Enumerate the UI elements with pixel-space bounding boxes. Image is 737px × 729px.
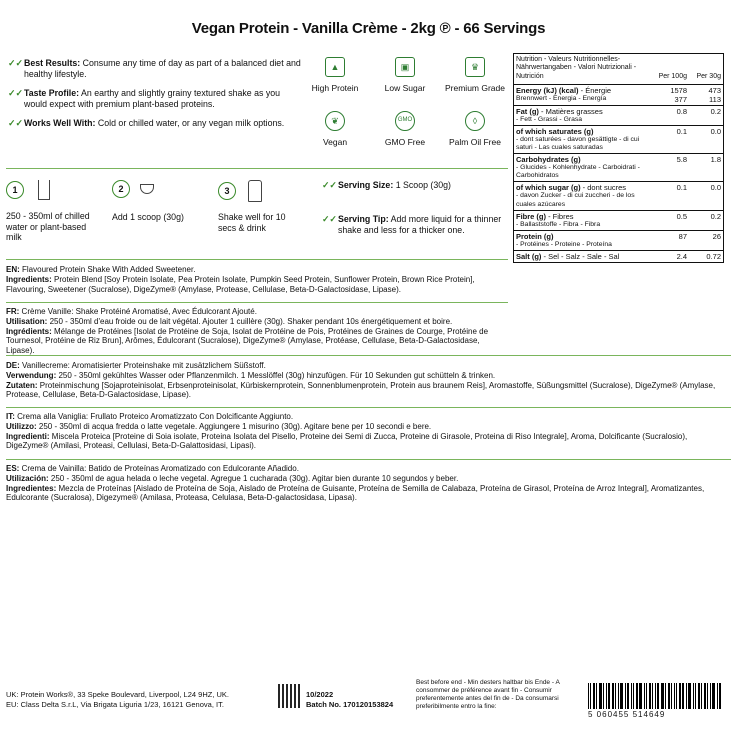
badge-label: Vegan — [322, 137, 348, 147]
badge-premium-grade — [440, 57, 510, 93]
lang-name: Crème Vanille: Shake Protéiné Aromatisé, Avec Édulcorant Ajouté. — [19, 307, 257, 316]
nutrition-row — [514, 182, 723, 210]
serving-tip-value: Add more liquid for a thinner shake and less for a thicker one. — [338, 214, 502, 235]
leaf-icon: ❦ — [325, 111, 345, 131]
nutrition-row — [514, 154, 723, 182]
line-text: Mezcla de Proteínas [Aislado de Proteína de Soja, Aislado de Proteína de Guisante, Proteína de Semilla de Calabaza, Proteína de Girasol, Proteína de Arroz Integral], Aromatizantes, Edulcorante (Sucralosa), Digezyme® (Amilasa, Proteasa, Celulasa, Beta-D-galactosidasa, Lipasa). — [6, 483, 705, 503]
nutrition-row — [514, 126, 723, 154]
step-1 — [6, 180, 106, 243]
claim-best-results — [8, 58, 303, 79]
lang-code: FR: — [6, 307, 20, 316]
line-label: Ingredienti: — [6, 431, 50, 441]
barcode-bar — [606, 683, 607, 709]
nutrient-label: of which saturates (g) — [516, 126, 594, 136]
value: 2.4 — [676, 251, 687, 261]
best-before-text: Best before end - Min desters haltbar bis Ende - A consommer de préférence avant fin - Consumir preferentemente antes del fin de - Da consumarsi preferibilmente entro la fine: — [416, 679, 560, 711]
double-check-icon: ✓✓ — [8, 118, 24, 129]
nutrition-row — [514, 211, 723, 231]
claim-taste-profile — [8, 88, 303, 109]
nutrient-translation: - Énergie — [578, 85, 612, 95]
double-check-icon: ✓✓ — [8, 88, 24, 99]
double-check-icon: ✓✓ — [322, 180, 337, 190]
value-per-100g — [653, 86, 687, 104]
divider — [6, 459, 731, 460]
barcode-bar — [674, 683, 675, 709]
divider — [6, 168, 508, 169]
glass-icon — [38, 180, 50, 200]
divider — [6, 302, 508, 303]
step-text: 250 - 350ml of chilled water or plant-based milk — [6, 211, 90, 243]
nutrient-label: Salt (g) — [516, 251, 542, 261]
barcode-bar — [707, 683, 708, 709]
line-label: Utilisation: — [6, 316, 48, 326]
value-per-30g — [687, 107, 721, 124]
barcode-bar — [671, 683, 672, 709]
barcode-bar — [701, 683, 702, 709]
nutrient-translation: Brennwert - Energia - Energía — [516, 94, 607, 102]
double-check-icon: ✓✓ — [8, 58, 24, 68]
line-label: Zutaten: — [6, 380, 38, 390]
value: 0.1 — [676, 183, 687, 193]
nutrient-translation: - Glucides - Kohlenhydrate - Carboidrati - Carbohidratos — [516, 164, 640, 180]
line-text: 250 - 350ml gekühltes Wasser oder Pflanzenmilch. 1 Messlöffel (30g) hinzufügen. Für 10 Sekunden gut schütteln & trinken. — [56, 370, 496, 380]
lang-name: Crema alla Vaniglia: Frullato Proteico Aromatizzato Con Dolcificante Aggiunto. — [14, 412, 294, 421]
value: 473 — [708, 85, 721, 95]
nutrition-row — [514, 85, 723, 106]
value-per-100g — [653, 212, 687, 229]
divider — [6, 259, 508, 260]
step-3 — [218, 180, 308, 233]
trophy-icon: ♛ — [465, 57, 485, 77]
barcode-bar — [698, 683, 700, 709]
line-text: Proteinmischung [Sojaproteinisolat, Erbsenproteinisolat, Kürbiskernprotein, Sonnenblumenprotein, Protein aus braunem Reis], Aromastoffe, Süßungsmittel (Sucralose), DigeZyme® (Amylase, Protease, Cellulase, Beta-D-Galactosidase, Lipase). — [6, 380, 716, 400]
value: 113 — [709, 94, 721, 104]
claim-label: Best Results: — [24, 58, 81, 68]
barcode-bar — [686, 683, 687, 709]
qr-code-icon — [278, 684, 302, 708]
serving-size — [322, 180, 507, 191]
barcode — [588, 683, 728, 719]
lang-it — [6, 412, 731, 451]
lang-fr — [6, 307, 508, 356]
barcode-bar — [631, 683, 632, 709]
lang-name: Crema de Vainilla: Batido de Proteínas Aromatizado con Edulcorante Añadido. — [19, 464, 299, 473]
barcode-bar — [710, 683, 711, 709]
barcode-bar — [655, 683, 656, 709]
lang-de — [6, 361, 731, 400]
value-per-30g — [687, 232, 721, 249]
nutrient-translation: - Fibres — [546, 211, 574, 221]
nutrient-translation: - dont sucres — [580, 183, 627, 193]
divider — [6, 407, 731, 408]
value-per-100g — [653, 183, 687, 208]
batch-number: Batch No. 170120153824 — [306, 699, 394, 709]
claim-label: Taste Profile: — [24, 88, 80, 99]
line-text: Miscela Proteica [Proteine di Soia isolate, Proteina Isolata del Pisello, Proteine dei Semi di Zucca, Proteine di Girasole, Proteina di Riso Integrale], Aroma, Dolcificante (Sucralosio), DigeZyme® (Amilasi, Proteasi, Cellulasi, Beta-D-Galattosidasi, Lipasi). — [6, 431, 688, 451]
value: 0.5 — [676, 211, 687, 221]
column-per-100g: Per 100g — [658, 73, 687, 81]
divider — [6, 355, 731, 356]
barcode-bar — [679, 683, 681, 709]
barcode-bar — [717, 683, 718, 709]
barcode-bar — [627, 683, 629, 709]
nutrient-translation: - davon Zucker - di cui zuccheri - de los cuales azúcares — [516, 192, 635, 208]
value: 377 — [674, 94, 687, 104]
nutrient-label: Fibre (g) — [516, 211, 546, 221]
value-per-30g — [687, 86, 721, 104]
value: 0.72 — [706, 251, 721, 261]
value-per-30g — [687, 212, 721, 229]
step-number: 1 — [6, 181, 24, 199]
line-text: 250 - 350ml d'eau froide ou de lait végétal. Ajouter 1 cuillère (30g). Shaker pendant 10s énergétiquement et boire. — [47, 316, 453, 326]
value: 5.8 — [676, 155, 687, 165]
value-per-30g — [687, 155, 721, 180]
step-text: Add 1 scoop (30g) — [112, 212, 184, 222]
gmo-icon: GMO — [395, 111, 415, 131]
line-text: 250 - 350ml de agua helada o leche vegetal. Agregue 1 cucharada (30g). Agitar bien durante 10 segundos y beber. — [48, 473, 459, 483]
value-per-30g — [687, 183, 721, 208]
nutrient-translation: - Sel - Salz - Sale - Sal — [541, 251, 620, 261]
value-per-100g — [653, 107, 687, 124]
footer-addresses — [6, 690, 276, 710]
nutrient-translation: - Fett - Grassi - Grasa — [516, 115, 583, 123]
claims-list — [8, 58, 303, 138]
lang-code: ES: — [6, 464, 20, 473]
scoop-icon — [140, 184, 154, 194]
badge-label: Premium Grade — [445, 83, 505, 93]
line-text: Protein Blend [Soy Protein Isolate, Pea Protein Isolate, Pumpkin Seed Protein, Sunflower Protein, Brown Rice Protein], Flavouring, Sweetener (Sucralose), DigeZyme® (Amylase, Protease, Cellulase, Beta-D-Galactosidase, Lipase). — [6, 274, 475, 294]
barcode-bar — [649, 683, 651, 709]
protein-scoop-icon: ▲ — [325, 57, 345, 77]
step-number: 3 — [218, 182, 236, 200]
line-text: Mélange de Protéines [Isolat de Protéine de Soja, Isolat de Protéine de Pois, Protéines de Graines de Courge, Protéine de Tournesol, Protéine de Riz Brun], Arômes, Édulcorant (Sucralose), DigeZyme® (Amylase, Protéase, Cellulase, Beta-D-Galactosidase, Lipase). — [6, 326, 489, 355]
barcode-bar — [625, 683, 626, 709]
line-label: Utilización: — [6, 473, 49, 483]
lang-code: DE: — [6, 361, 20, 370]
value: 0.0 — [710, 183, 721, 193]
barcode-bar — [661, 683, 664, 709]
badge-label: GMO Free — [384, 137, 426, 147]
barcode-bar — [612, 683, 614, 709]
badge-label: Palm Oil Free — [449, 137, 501, 147]
barcode-bar — [636, 683, 638, 709]
address-uk: UK: Protein Works®, 33 Speke Boulevard, Liverpool, L24 9HZ, UK. — [6, 690, 229, 699]
nutrient-label: Carbohydrates (g) — [516, 155, 581, 165]
barcode-bar — [652, 683, 653, 709]
step-text: Shake well for 10 secs & drink — [218, 212, 286, 233]
barcode-bar — [615, 683, 616, 709]
badge-high-protein — [300, 57, 370, 93]
barcode-bar — [657, 683, 659, 709]
value-per-100g — [653, 252, 687, 261]
barcode-bar — [596, 683, 597, 709]
barcode-bar — [676, 683, 677, 709]
line-label: Ingredientes: — [6, 483, 57, 493]
barcode-bar — [695, 683, 696, 709]
line-label: Utilizzo: — [6, 421, 37, 431]
sugar-cube-icon: ▣ — [395, 57, 415, 77]
barcode-bar — [719, 683, 721, 709]
lang-en — [6, 265, 508, 294]
address-eu: EU: Class Delta S.r.L, Via Brigata Liguria 1/23, 16121 Genova, IT. — [6, 699, 224, 709]
lang-es — [6, 464, 731, 503]
nutrient-label: Fat (g) — [516, 106, 539, 116]
barcode-bar — [620, 683, 623, 709]
claim-text: An earthy and slightly grainy textured shake as you would expect with premium plant-based proteins. — [24, 88, 281, 109]
barcode-bar — [639, 683, 642, 709]
barcode-bar — [618, 683, 619, 709]
value: 0.2 — [710, 211, 721, 221]
barcode-bar — [665, 683, 666, 709]
barcode-bar — [704, 683, 706, 709]
value: 0.1 — [676, 126, 687, 136]
step-number: 2 — [112, 180, 130, 198]
batch-date: 10/2022 — [306, 690, 334, 699]
barcode-bar — [712, 683, 715, 709]
barcode-bar — [668, 683, 670, 709]
badge-palm-oil-free — [440, 111, 510, 147]
claim-label: Works Well With: — [24, 118, 96, 129]
badge-low-sugar — [370, 57, 440, 93]
lang-name: Flavoured Protein Shake With Added Sweetener. — [19, 265, 196, 274]
line-label: Ingrédients: — [6, 326, 52, 336]
column-per-30g: Per 30g — [696, 73, 721, 81]
barcode-bar — [688, 683, 691, 709]
barcode-bar — [682, 683, 684, 709]
nutrition-row — [514, 231, 723, 251]
serving-tip — [322, 214, 507, 235]
nutrient-label: Protein (g) — [516, 231, 554, 241]
lang-name: Vanillecreme: Aromatisierter Proteinshake mit zusätzlichem Süßstoff. — [19, 361, 266, 370]
serving-tip-label: Serving Tip: — [338, 214, 389, 224]
claim-text: Cold or chilled water, or any vegan milk options. — [95, 118, 285, 129]
line-text: 250 - 350ml di acqua fredda o latte vegetale. Aggiungere 1 misurino (30g). Agitare bene per 10 secondi e bere. — [36, 421, 432, 431]
step-2 — [112, 180, 212, 223]
nutrient-translation: - Protéines - Proteine - Proteína — [516, 240, 612, 248]
batch-info — [306, 690, 416, 710]
lang-code: EN: — [6, 265, 20, 274]
badge-label: Low Sugar — [384, 83, 426, 93]
nutrient-translation: - Matières grasses — [538, 106, 603, 116]
value-per-30g — [687, 127, 721, 152]
line-label: Ingredients: — [6, 274, 52, 284]
serving-size-label: Serving Size: — [338, 180, 394, 190]
nutrition-table — [513, 53, 724, 263]
barcode-bar — [644, 683, 645, 709]
claim-works-well-with — [8, 118, 303, 129]
value: 1578 — [670, 85, 687, 95]
barcode-number: 5 060455 514649 — [588, 710, 666, 719]
barcode-bar — [603, 683, 604, 709]
value-per-30g — [687, 252, 721, 261]
nutrient-translation: - dont saturées - davon gesättigte - di cui saturi - Las cuales saturadas — [516, 135, 640, 151]
barcode-bar — [608, 683, 610, 709]
barcode-bar — [646, 683, 647, 709]
nutrient-translation: - Ballaststoffe - Fibra - Fibra — [516, 220, 601, 228]
barcode-bar — [599, 683, 602, 709]
barcode-bar — [590, 683, 591, 709]
line-label: Verwendung: — [6, 370, 57, 380]
value: 26 — [712, 231, 721, 241]
serving-size-value: 1 Scoop (30g) — [393, 180, 451, 190]
product-title: Vegan Protein - Vanilla Crème - 2kg ℗ - 66 Servings — [191, 20, 546, 37]
nutrition-row — [514, 106, 723, 126]
barcode-icon — [588, 683, 728, 709]
value-per-100g — [653, 155, 687, 180]
badge-vegan — [300, 111, 370, 147]
value: 87 — [678, 231, 687, 241]
drop-icon: ◊ — [465, 111, 485, 131]
barcode-bar — [588, 683, 589, 709]
nutrient-label: Energy (kJ) (kcal) — [516, 85, 579, 95]
claim-text: Consume any time of day as part of a balanced diet and healthy lifestyle. — [24, 58, 301, 79]
badge-gmo-free — [370, 111, 440, 147]
shaker-icon — [248, 180, 262, 202]
nutrition-title: Nutrition - Valeurs Nutritionnelles- Nährwertangaben - Valori Nutrizionali - Nutrición — [516, 56, 637, 80]
value-per-100g — [653, 232, 687, 249]
barcode-bar — [693, 683, 694, 709]
barcode-bar — [633, 683, 634, 709]
barcode-bar — [593, 683, 595, 709]
nutrition-row — [514, 251, 723, 262]
double-check-icon: ✓✓ — [322, 214, 337, 224]
value: 0.2 — [710, 106, 721, 116]
lang-code: IT: — [6, 412, 15, 421]
value: 0.8 — [676, 106, 687, 116]
nutrition-header — [514, 54, 723, 85]
badge-label: High Protein — [311, 83, 359, 93]
value: 0.0 — [710, 126, 721, 136]
value: 1.8 — [710, 155, 721, 165]
nutrient-label: of which sugar (g) — [516, 183, 581, 193]
value-per-100g — [653, 127, 687, 152]
